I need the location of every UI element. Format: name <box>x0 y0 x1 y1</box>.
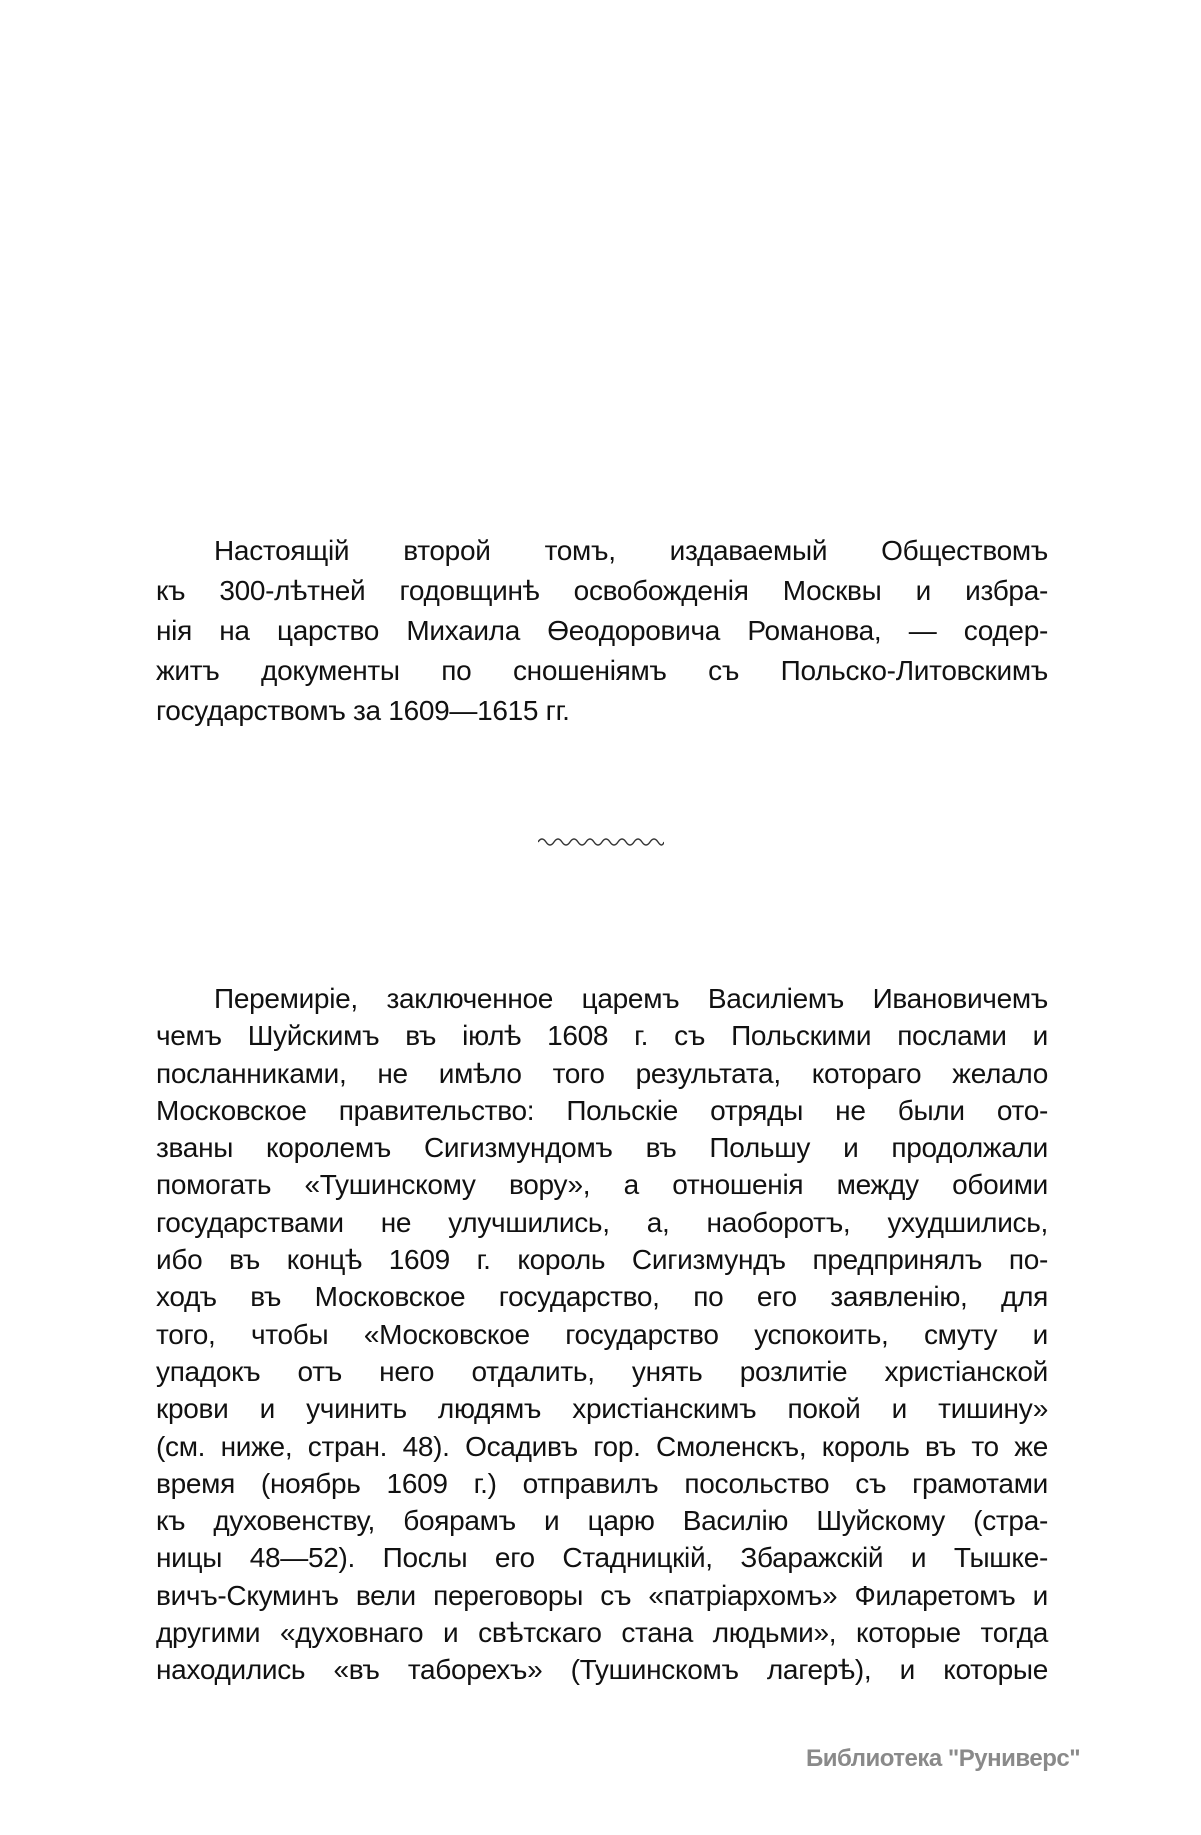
library-watermark: Библиотека "Руниверс" <box>806 1745 1081 1772</box>
ornament-divider <box>538 834 664 850</box>
text-line: къ духовенству, боярамъ и царю Василію Шуйскому (стра- <box>156 1505 1048 1537</box>
text-line: званы королемъ Сигизмундомъ въ Польшу и продолжали <box>156 1132 1048 1164</box>
text-line: упадокъ отъ него отдалить, унять розлитіе христіанской <box>156 1355 1048 1387</box>
text-line: (см. ниже, стран. 48). Осадивъ гор. Смоленскъ, король въ то же <box>156 1430 1048 1462</box>
text-line: ходъ въ Московское государство, по его заявленію, для <box>156 1281 1048 1313</box>
text-line: житъ документы по сношеніямъ съ Польско-Литовскимъ <box>156 655 1048 686</box>
text-line: находились «въ таборехъ» (Тушинскомъ лагерѣ), и которые <box>156 1654 1048 1686</box>
body-paragraph <box>156 980 1048 1689</box>
text-line: къ 300-лѣтней годовщинѣ освобожденія Москвы и избра- <box>156 575 1048 606</box>
text-line: Настоящій второй томъ, издаваемый Обществомъ <box>214 535 1048 566</box>
text-line: ницы 48—52). Послы его Стадницкій, Збаражскій и Тышке- <box>156 1542 1048 1574</box>
text-line: время (ноябрь 1609 г.) отправилъ посольство съ грамотами <box>156 1467 1048 1499</box>
text-line: вичъ-Скуминъ вели переговоры съ «патріархомъ» Филаретомъ и <box>156 1579 1048 1611</box>
text-line: крови и учинить людямъ христіанскимъ покой и тишину» <box>156 1393 1048 1425</box>
preface-paragraph <box>156 531 1048 731</box>
text-line: чемъ Шуйскимъ въ іюлѣ 1608 г. съ Польскими послами и <box>156 1020 1048 1052</box>
text-line: ибо въ концѣ 1609 г. король Сигизмундъ предпринялъ по- <box>156 1244 1048 1276</box>
text-line: государствомъ за 1609—1615 гг. <box>156 695 570 726</box>
text-line: Перемиріе, заключенное царемъ Василіемъ Ивановичемъ <box>214 983 1048 1014</box>
text-line: нія на царство Михаила Өеодоровича Романова, — содер- <box>156 615 1048 646</box>
text-line: посланниками, не имѣло того результата, котораго желало <box>156 1057 1048 1089</box>
text-line: государствами не улучшились, а, наоборотъ, ухудшились, <box>156 1206 1048 1238</box>
text-line: Московское правительство: Польскіе отряды не были ото- <box>156 1094 1048 1126</box>
text-line: другими «духовнаго и свѣтскаго стана людьми», которые тогда <box>156 1617 1048 1649</box>
text-line: помогать «Тушинскому вору», а отношенія между обоими <box>156 1169 1048 1201</box>
text-line: того, чтобы «Московское государство успокоить, смуту и <box>156 1318 1048 1350</box>
